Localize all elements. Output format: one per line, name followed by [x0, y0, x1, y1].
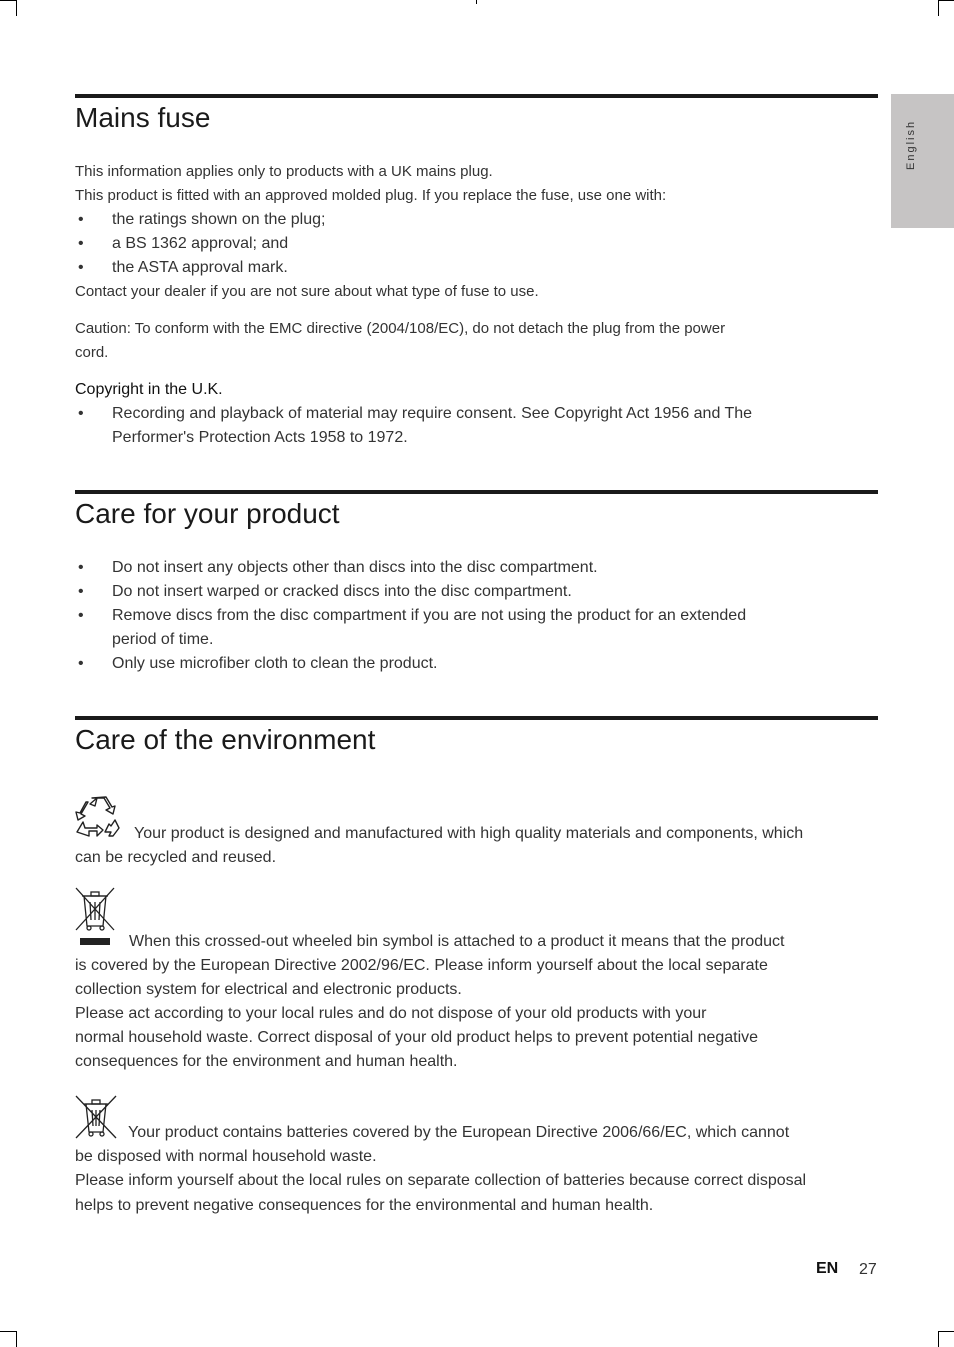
crop-mark	[476, 0, 477, 4]
crop-mark	[0, 0, 16, 1]
section-title-mains-fuse: Mains fuse	[75, 102, 211, 133]
section-rule	[75, 490, 878, 494]
crop-mark	[16, 0, 17, 16]
bin-line-5: normal household waste. Correct disposal of your old product helps to prevent potential negative	[75, 1029, 759, 1046]
bullet: •	[78, 583, 84, 600]
bullet: •	[78, 405, 84, 422]
copyright-line-2: Performer's Protection Acts 1958 to 1972.	[112, 429, 408, 446]
crossed-bin-icon	[74, 886, 116, 948]
bin-line-2: is covered by the European Directive 2002/96/EC. Please inform yourself about the local separate	[75, 957, 768, 974]
care-bullet-1: Do not insert any objects other than discs into the disc compartment.	[112, 559, 598, 576]
language-tab	[891, 94, 954, 228]
copyright-line-1: Recording and playback of material may require consent. See Copyright Act 1956 and The	[112, 405, 753, 422]
section-title-care-product: Care for your product	[75, 498, 340, 529]
care-bullet-4: Only use microfiber cloth to clean the product.	[112, 655, 438, 672]
recycle-line-1: Your product is designed and manufactured with high quality materials and components, which	[134, 825, 804, 842]
battery-line-1: Your product contains batteries covered by the European Directive 2006/66/EC, which cannot	[128, 1124, 790, 1141]
mains-bullet-1: the ratings shown on the plug;	[112, 211, 326, 228]
language-tab-label: English	[905, 119, 917, 170]
mains-p2: This product is fitted with an approved molded plug. If you replace the fuse, use one with:	[75, 187, 667, 204]
crop-mark	[938, 0, 954, 1]
bullet: •	[78, 607, 84, 624]
caution-line-2: cord.	[75, 344, 109, 361]
caution-line-1: Caution: To conform with the EMC directive (2004/108/EC), do not detach the plug from the power	[75, 320, 726, 337]
bullet: •	[78, 211, 84, 228]
mains-bullet-2: a BS 1362 approval; and	[112, 235, 289, 252]
battery-line-3: Please inform yourself about the local rules on separate collection of batteries because correct disposal	[75, 1172, 807, 1189]
battery-line-2: be disposed with normal household waste.	[75, 1148, 377, 1165]
recycle-icon	[75, 794, 121, 840]
care-bullet-3-line-1: Remove discs from the disc compartment if you are not using the product for an extended	[112, 607, 747, 624]
recycle-line-2: can be recycled and reused.	[75, 849, 277, 866]
bin-line-1: When this crossed-out wheeled bin symbol is attached to a product it means that the product	[129, 933, 785, 950]
care-bullet-3-line-2: period of time.	[112, 631, 214, 648]
copyright-heading: Copyright in the U.K.	[75, 381, 223, 398]
bullet: •	[78, 235, 84, 252]
crop-mark	[16, 1331, 17, 1347]
crop-mark	[938, 1331, 954, 1332]
bin-line-6: consequences for the environment and human health.	[75, 1053, 458, 1070]
crop-mark	[938, 0, 939, 16]
care-bullet-2: Do not insert warped or cracked discs into the disc compartment.	[112, 583, 572, 600]
bin-line-4: Please act according to your local rules and do not dispose of your old products with your	[75, 1005, 707, 1022]
bullet: •	[78, 559, 84, 576]
battery-line-4: helps to prevent negative consequences for the environmental and human health.	[75, 1197, 654, 1214]
crop-mark	[938, 1331, 939, 1347]
bullet: •	[78, 259, 84, 276]
section-rule	[75, 94, 878, 98]
bin-line-3: collection system for electrical and electronic products.	[75, 981, 462, 998]
crossed-battery-bin-icon	[74, 1094, 118, 1140]
section-title-care-environment: Care of the environment	[75, 724, 376, 755]
mains-bullet-3: the ASTA approval mark.	[112, 259, 288, 276]
mains-p3: Contact your dealer if you are not sure about what type of fuse to use.	[75, 283, 539, 300]
page-number: 27	[859, 1261, 877, 1278]
crop-mark	[0, 1331, 16, 1332]
bullet: •	[78, 655, 84, 672]
mains-p1: This information applies only to products with a UK mains plug.	[75, 163, 493, 180]
section-rule	[75, 716, 878, 720]
footer-language: EN	[816, 1260, 839, 1277]
